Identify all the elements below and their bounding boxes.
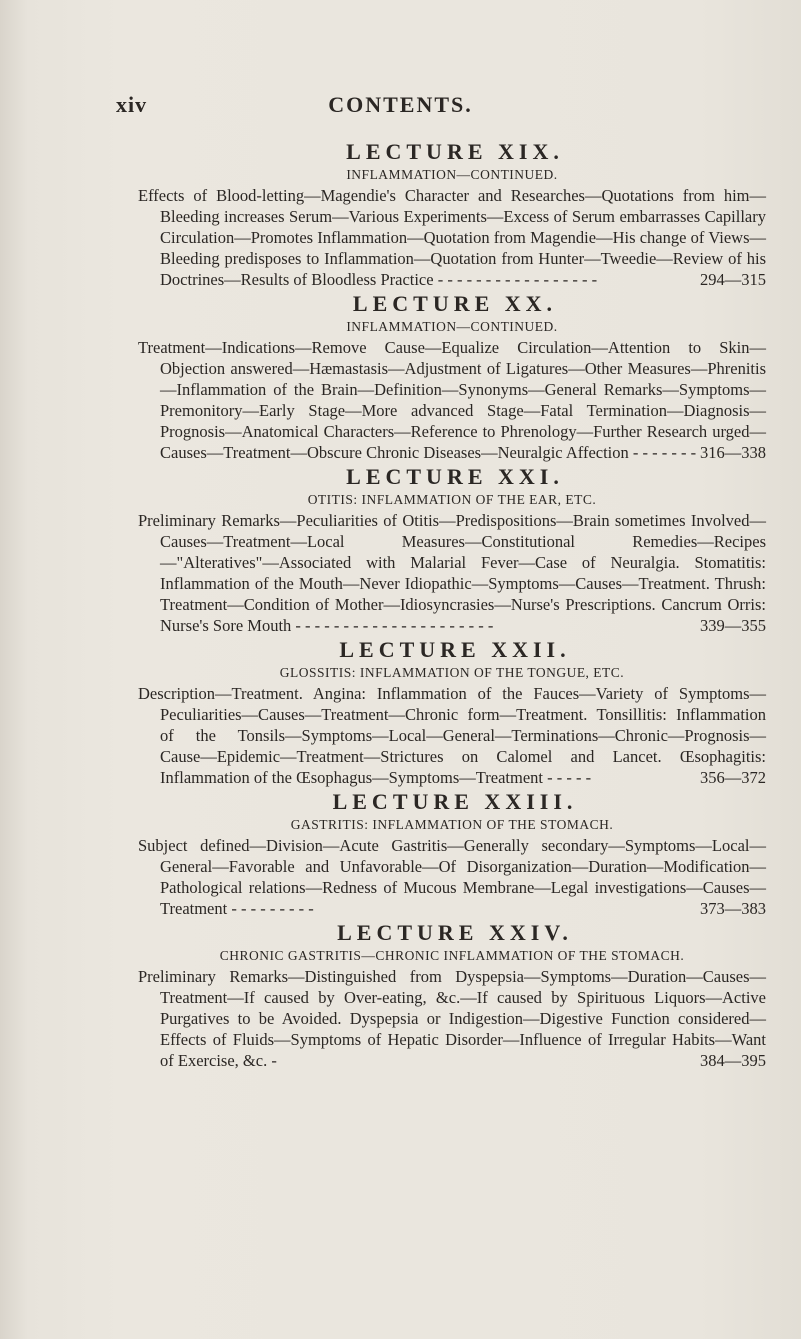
lecture-heading: LECTURE XXIV. (337, 920, 573, 945)
lecture-subheading: OTITIS: INFLAMMATION OF THE EAR, ETC. (307, 492, 597, 507)
lecture-entry (138, 788, 766, 919)
page-range: 316—338 (700, 443, 766, 462)
page-range: 294—315 (700, 270, 766, 289)
lecture-heading: LECTURE XXI. (346, 464, 564, 489)
lecture-subheading: GLOSSITIS: INFLAMMATION OF THE TONGUE, ETC. (279, 665, 625, 680)
lecture-summary-text: Preliminary Remarks—Distinguished from Dyspepsia—Symptoms—Duration—Causes—Treatment—If caused by Over-eating, &c.—If caused by Spirituous Liquors—Active Purgatives to be Avoided. Dyspepsia or Indigestion—Digestive Function considered—Effects of Fluids—Symptoms of Hepatic Disorder—Influence of Irregular Habits—Want of Exercise, &c. - (138, 967, 766, 1070)
lecture-summary (138, 510, 766, 636)
lecture-summary-text: Treatment—Indications—Remove Cause—Equalize Circulation—Attention to Skin—Objection answered—Hæmastasis—Adjustment of Ligatures—Other Measures—Phrenitis—Inflammation of the Brain—Definition—Synonyms—General Remarks—Symptoms—Premonitory—Early Stage—More advanced Stage—Fatal Termination—Diagnosis—Prognosis—Anatomical Characters—Reference to Phrenology—Further Research urged—Causes—Treatment—Obscure Chronic Diseases—Neuralgic Affection - - - - - - - (138, 338, 766, 462)
lecture-summary-text: Subject defined—Division—Acute Gastritis—Generally secondary—Symptoms—Local—General—Favorable and Unfavorable—Of Disorganization—Duration—Modification—Pathological relations—Redness of Mucous Membrane—Legal investigations—Causes—Treatment - - - - - - - - - (138, 836, 766, 918)
page-range: 339—355 (700, 616, 766, 635)
page-number: xiv (116, 92, 148, 117)
lecture-summary (138, 683, 766, 788)
page-range: 356—372 (700, 768, 766, 787)
contents-list (138, 138, 766, 1071)
lecture-summary (138, 966, 766, 1071)
page-range: 384—395 (700, 1051, 766, 1070)
lecture-entry (138, 463, 766, 636)
lecture-summary-text: Description—Treatment. Angina: Inflammation of the Fauces—Variety of Symptoms—Peculiarities—Causes—Treatment—Chronic form—Treatment. Tonsillitis: Inflammation of the Tonsils—Symptoms—Local—General—Terminations—Chronic—Prognosis—Cause—Epidemic—Treatment—Strictures on Calomel and Lancet. Œsophagitis: Inflammation of the Œsophagus—Symptoms—Treatment - - - - - (138, 684, 766, 787)
lecture-heading: LECTURE XIX. (346, 139, 564, 164)
lecture-heading: LECTURE XXII. (339, 637, 571, 662)
lecture-subheading: INFLAMMATION—CONTINUED. (346, 167, 558, 182)
lecture-subheading: GASTRITIS: INFLAMMATION OF THE STOMACH. (290, 817, 614, 832)
lecture-summary-text: Preliminary Remarks—Peculiarities of Otitis—Predispositions—Brain sometimes Involved—Causes—Treatment—Local Measures—Constitutional Remedies—Recipes—"Alteratives"—Associated with Malarial Fever—Case of Neuralgia. Stomatitis: Inflammation of the Mouth—Never Idiopathic—Symptoms—Causes—Treatment. Thrush: Treatment—Condition of Mother—Idiosyncrasies—Nurse's Prescriptions. Cancrum Orris: Nurse's Sore Mouth - - - - - - - - - - - - - - - - - - - - - (138, 511, 766, 635)
lecture-summary-text: Effects of Blood-letting—Magendie's Character and Researches—Quotations from him—Bleeding increases Serum—Various Experiments—Excess of Serum embarrasses Capillary Circulation—Promotes Inflammation—Quotation from Magendie—His change of Views—Bleeding predisposes to Inflammation—Quotation from Hunter—Tweedie—Review of his Doctrines—Results of Bloodless Practice - - - - - - - - - - - - - - - - - (138, 186, 766, 289)
lecture-entry (138, 919, 766, 1071)
lecture-entry (138, 290, 766, 463)
lecture-subheading: CHRONIC GASTRITIS—CHRONIC INFLAMMATION OF THE STOMACH. (219, 948, 685, 963)
running-head (0, 92, 801, 122)
lecture-entry (138, 636, 766, 788)
lecture-summary (138, 337, 766, 463)
lecture-heading: LECTURE XX. (352, 291, 558, 316)
lecture-subheading: INFLAMMATION—CONTINUED. (346, 319, 558, 334)
page-range: 373—383 (700, 899, 766, 918)
lecture-summary (138, 185, 766, 290)
lecture-summary (138, 835, 766, 919)
running-title: CONTENTS. (328, 92, 473, 117)
lecture-heading: LECTURE XXIII. (332, 789, 578, 814)
lecture-entry (138, 138, 766, 290)
